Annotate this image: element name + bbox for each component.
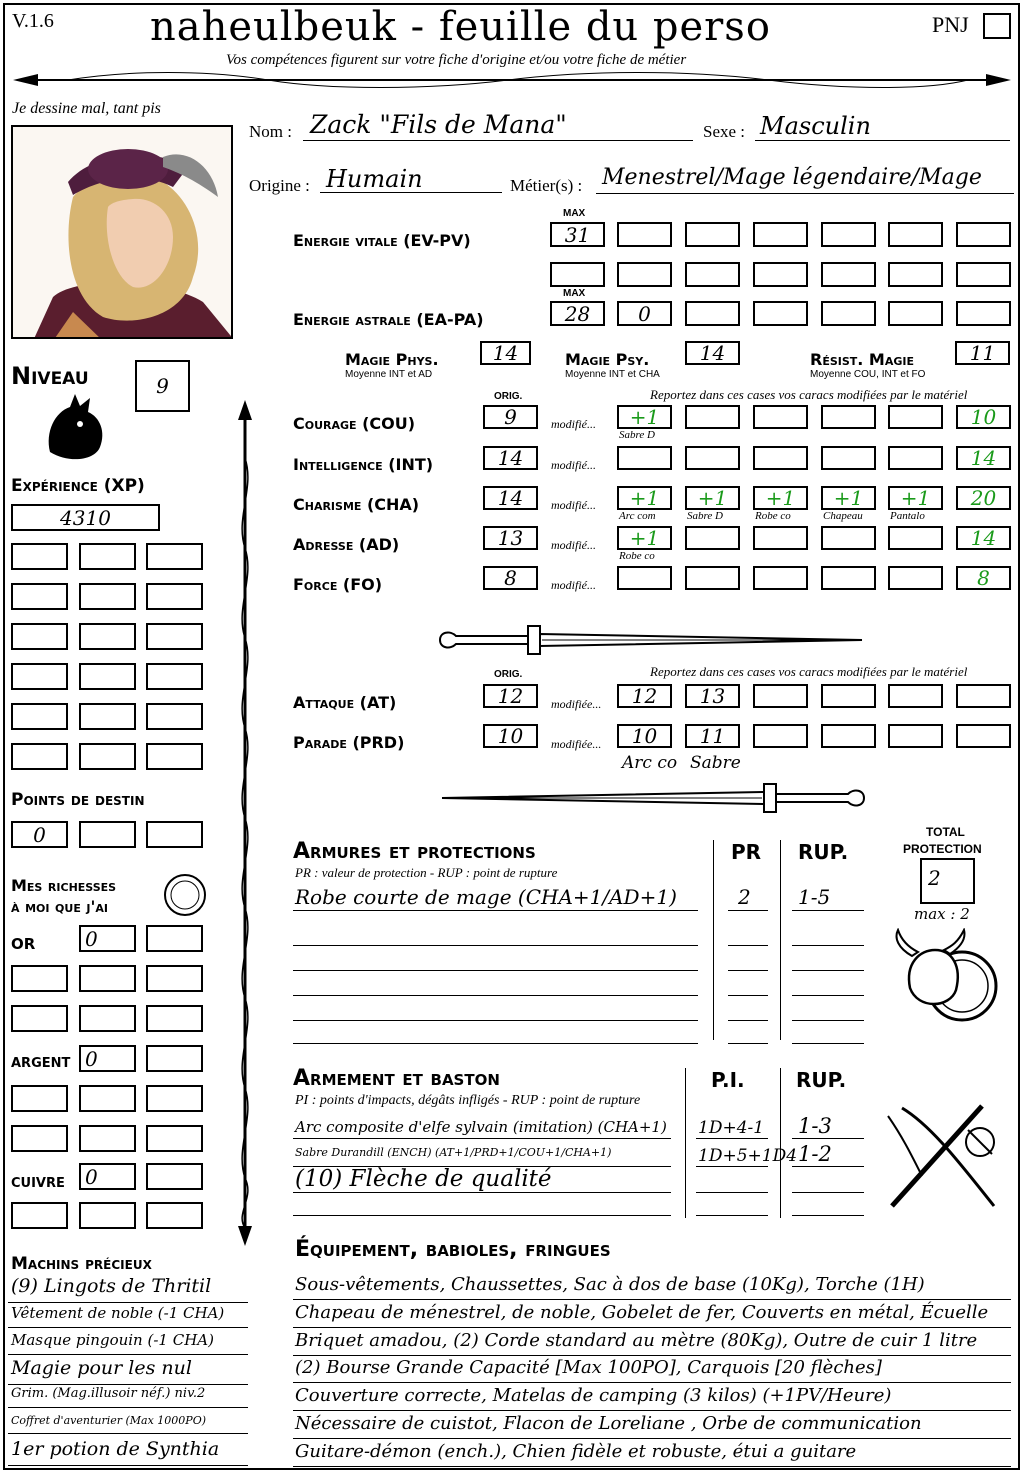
money-box[interactable]: 0	[79, 1045, 136, 1072]
crossed-weapons-icon	[882, 1096, 1006, 1216]
arme-pi[interactable]: 1D+4-1	[698, 1118, 765, 1138]
carac-final-box[interactable]: 14	[956, 526, 1011, 550]
xp-box[interactable]	[146, 623, 203, 650]
at-mod-box[interactable]: 12	[617, 684, 672, 708]
combat-col1-caption: Arc co	[622, 753, 678, 773]
ev-box[interactable]	[956, 262, 1011, 287]
money-box[interactable]: 0	[79, 1163, 136, 1190]
at-mod-box[interactable]	[821, 684, 876, 708]
ev-box[interactable]	[685, 262, 740, 287]
carac-mod-box[interactable]	[753, 405, 808, 429]
carac-mod-box[interactable]	[617, 566, 672, 590]
carac-modif-label: modifié...	[551, 417, 596, 431]
carac-mod-box[interactable]	[685, 405, 740, 429]
armement-subtitle: PI : points d'impacts, dégâts infligés - RUP : point de rupture	[295, 1093, 641, 1108]
xp-box[interactable]	[79, 543, 136, 570]
xp-box[interactable]	[11, 703, 68, 730]
xp-box[interactable]	[79, 583, 136, 610]
carac-modif-label: modifié...	[551, 538, 596, 552]
equipement-title: Équipement, babioles, fringues	[295, 1237, 611, 1262]
money-box[interactable]	[146, 1045, 203, 1072]
total-protection-max: max : 2	[914, 905, 970, 923]
carac-mod-box[interactable]	[685, 566, 740, 590]
richesses-label-1: Mes richesses	[11, 876, 117, 895]
equipement-item[interactable]: Chapeau de ménestrel, de noble, Gobelet de fer, Couverts en métal, Écuelle	[295, 1302, 989, 1323]
ea-max-label: MAX	[563, 288, 586, 299]
carac-modif-label: modifié...	[551, 578, 596, 592]
ev-box[interactable]	[685, 222, 740, 247]
carac-final-box[interactable]: 10	[956, 405, 1011, 429]
money-box[interactable]	[146, 1125, 203, 1152]
xp-box[interactable]	[79, 623, 136, 650]
prd-mod-box[interactable]: 10	[617, 724, 672, 748]
sheet-subtitle: Vos compétences figurent sur votre fiche d'origine et/ou votre fiche de métier	[226, 52, 687, 68]
xp-box[interactable]	[146, 703, 203, 730]
carac-label: Force (FO)	[293, 575, 383, 594]
xp-box[interactable]	[146, 743, 203, 770]
equipement-item[interactable]: Guitare-démon (ench.), Chien fidèle et robuste, étui a guitare	[295, 1441, 857, 1462]
money-box[interactable]	[146, 1085, 203, 1112]
arme-rup[interactable]: 1-3	[798, 1114, 832, 1138]
money-box[interactable]	[146, 1005, 203, 1032]
machin-item[interactable]: Vêtement de noble (-1 CHA)	[11, 1304, 225, 1322]
xp-box[interactable]	[11, 663, 68, 690]
ev-max-box[interactable]: 31	[550, 222, 605, 247]
arme-name[interactable]: Sabre Durandill (ENCH) (AT+1/PRD+1/COU+1/CHA+1)	[295, 1146, 612, 1159]
xp-box[interactable]	[11, 583, 68, 610]
carac-orig[interactable]: 9	[483, 405, 538, 429]
money-box[interactable]: 0	[79, 925, 136, 952]
argent-label: ARGENT	[11, 1056, 71, 1071]
carac-label: Intelligence (INT)	[293, 455, 434, 474]
pnj-label: PNJ	[932, 12, 969, 37]
carac-orig[interactable]: 14	[483, 446, 538, 470]
carac-mod-box[interactable]	[888, 526, 943, 550]
ea-box[interactable]	[685, 301, 740, 326]
destin-label: Points de destin	[11, 790, 145, 810]
version-label: V.1.6	[12, 10, 54, 32]
ev-box[interactable]	[956, 222, 1011, 247]
prd-modif-label: modifiée...	[551, 737, 602, 751]
arme-rup[interactable]: 1-2	[798, 1142, 832, 1166]
ea-box[interactable]	[753, 301, 808, 326]
carac-mod-box[interactable]: +1	[888, 486, 943, 510]
carac-mod-box[interactable]	[888, 566, 943, 590]
xp-box[interactable]	[79, 663, 136, 690]
money-box[interactable]	[146, 965, 203, 992]
carac-mod-box[interactable]	[821, 405, 876, 429]
carac-mod-box[interactable]	[821, 446, 876, 470]
ea-box[interactable]	[821, 301, 876, 326]
xp-box[interactable]	[11, 743, 68, 770]
magie-phys-value[interactable]: 14	[480, 341, 531, 365]
xp-box[interactable]	[11, 543, 68, 570]
prd-mod-box[interactable]	[821, 724, 876, 748]
niveau-label: Niveau	[11, 362, 89, 390]
coin-icon	[162, 872, 208, 918]
xp-box[interactable]	[146, 583, 203, 610]
money-box[interactable]	[79, 965, 136, 992]
ev-box[interactable]	[617, 222, 672, 247]
cuivre-label: CUIVRE	[11, 1176, 65, 1191]
arme-pi[interactable]: 1D+5+1D4	[698, 1146, 798, 1166]
carac-mod-box[interactable]	[821, 566, 876, 590]
experience-label: Expérience (XP)	[11, 476, 145, 496]
magie-psy-sub: Moyenne INT et CHA	[565, 369, 660, 380]
carac-final-box[interactable]: 8	[956, 566, 1011, 590]
carac-mod-box[interactable]: +1	[617, 486, 672, 510]
money-box[interactable]	[79, 1005, 136, 1032]
at-mod-box[interactable]: 13	[685, 684, 740, 708]
portrait-caption: Je dessine mal, tant pis	[12, 100, 161, 117]
carac-modif-label: modifié...	[551, 498, 596, 512]
caracs-orig-label: ORIG.	[494, 391, 523, 402]
money-box[interactable]	[146, 1202, 203, 1229]
armures-pr-header: PR	[731, 840, 762, 864]
carac-orig[interactable]: 8	[483, 566, 538, 590]
arme-name[interactable]: Arc composite d'elfe sylvain (imitation) (CHA+1)	[295, 1118, 667, 1136]
carac-mod-box[interactable]	[888, 405, 943, 429]
combat-orig-label: ORIG.	[494, 669, 523, 680]
ev-box[interactable]	[753, 262, 808, 287]
armement-pi-header: P.I.	[711, 1068, 745, 1092]
machin-item[interactable]: Coffret d'aventurier (Max 1000PO)	[11, 1414, 207, 1427]
money-box[interactable]	[146, 925, 203, 952]
carac-mod-box[interactable]	[617, 446, 672, 470]
money-box[interactable]	[11, 1005, 68, 1032]
carac-mod-source: Pantalo	[890, 510, 925, 522]
xp-box[interactable]	[11, 623, 68, 650]
xp-box[interactable]	[79, 743, 136, 770]
helmet-shield-icon	[890, 928, 1000, 1036]
sexe-value[interactable]: Masculin	[760, 112, 871, 140]
money-box[interactable]	[11, 1125, 68, 1152]
nom-value[interactable]: Zack "Fils de Mana"	[310, 110, 567, 139]
xp-box[interactable]	[146, 543, 203, 570]
money-box[interactable]	[146, 1163, 203, 1190]
richesses-label-2: à moi que j'ai	[11, 897, 109, 916]
sexe-label: Sexe :	[703, 122, 746, 141]
carac-final-box[interactable]: 14	[956, 446, 1011, 470]
combat-col2-caption: Sabre	[690, 753, 741, 773]
carac-mod-box[interactable]: +1	[617, 526, 672, 550]
pnj-checkbox[interactable]	[983, 13, 1011, 39]
total-protection-value[interactable]: 2	[920, 858, 975, 904]
ev-label: Energie vitale (EV-PV)	[293, 231, 471, 250]
ea-max-box[interactable]: 28	[550, 301, 605, 326]
sword-divider-icon-2	[432, 780, 872, 816]
money-box[interactable]	[11, 1202, 68, 1229]
carac-mod-source: Sabre D	[687, 510, 723, 522]
at-label: Attaque (AT)	[293, 693, 397, 712]
character-portrait	[13, 127, 233, 339]
carac-mod-source: Robe co	[755, 510, 791, 522]
armement-rup-header: RUP.	[796, 1068, 847, 1092]
equipement-item[interactable]: Couverture correcte, Matelas de camping (3 kilos) (+1PV/Heure)	[295, 1385, 892, 1406]
prd-mod-box[interactable]	[888, 724, 943, 748]
ev-max-label: MAX	[563, 208, 586, 219]
ev-box[interactable]	[753, 222, 808, 247]
nom-label: Nom :	[249, 122, 292, 141]
carac-label: Adresse (AD)	[293, 535, 400, 554]
ea-label: Energie astrale (EA-PA)	[293, 310, 484, 329]
total-protection-label-1: TOTAL	[926, 825, 965, 839]
niveau-value[interactable]: 9	[135, 360, 190, 412]
prd-mod-box[interactable]	[956, 724, 1011, 748]
carac-orig[interactable]: 13	[483, 526, 538, 550]
ev-box[interactable]	[550, 262, 605, 287]
carac-modif-label: modifié...	[551, 458, 596, 472]
ev-box[interactable]	[888, 262, 943, 287]
carac-mod-box[interactable]	[753, 526, 808, 550]
machins-label: Machins précieux	[11, 1254, 152, 1274]
carac-label: Charisme (CHA)	[293, 495, 420, 514]
header-arrow-divider	[8, 66, 1016, 96]
staff-decoration-icon	[230, 398, 260, 1248]
destin-box-2[interactable]	[79, 821, 136, 848]
prd-label: Parade (PRD)	[293, 733, 405, 752]
money-box[interactable]	[79, 1085, 136, 1112]
carac-mod-box[interactable]	[685, 446, 740, 470]
caracs-note: Reportez dans ces cases vos caracs modifiées par le matériel	[650, 387, 968, 402]
armure-rup[interactable]: 1-5	[798, 885, 831, 909]
sheet-title: naheulbeuk - feuille du perso	[150, 4, 771, 50]
or-label: OR	[11, 935, 36, 953]
magie-psy-label: Magie Psy.	[565, 350, 650, 369]
ev-box[interactable]	[617, 262, 672, 287]
resist-magie-value[interactable]: 11	[955, 341, 1010, 365]
combat-note: Reportez dans ces cases vos caracs modifiées par le matériel	[650, 664, 968, 679]
carac-orig[interactable]: 14	[483, 486, 538, 510]
carac-label: Courage (COU)	[293, 414, 416, 433]
armures-rup-header: RUP.	[798, 840, 849, 864]
equipement-item[interactable]: Nécessaire de cuistot, Flacon de Loreliane , Orbe de communication	[295, 1413, 922, 1434]
at-mod-box[interactable]	[753, 684, 808, 708]
ea-box[interactable]	[888, 301, 943, 326]
ea-box[interactable]	[956, 301, 1011, 326]
ev-box[interactable]	[888, 222, 943, 247]
carac-mod-box[interactable]: +1	[617, 405, 672, 429]
magie-psy-value[interactable]: 14	[685, 341, 740, 365]
carac-mod-box[interactable]	[821, 526, 876, 550]
armure-name[interactable]: Robe courte de mage (CHA+1/AD+1)	[295, 885, 677, 909]
xp-box[interactable]	[146, 663, 203, 690]
carac-mod-box[interactable]	[888, 446, 943, 470]
equipement-item[interactable]: (2) Bourse Grande Capacité [Max 100PO], Carquois [20 flèches]	[295, 1357, 882, 1378]
origine-label: Origine :	[249, 176, 310, 195]
armures-title: Armures et protections	[293, 839, 536, 864]
machin-item[interactable]: Magie pour les nul	[11, 1357, 192, 1379]
ev-box[interactable]	[821, 262, 876, 287]
total-protection-label-2: PROTECTION	[903, 842, 982, 856]
carac-mod-source: Robe co	[619, 550, 655, 562]
portrait-frame	[11, 125, 233, 339]
machin-item[interactable]: Masque pingouin (-1 CHA)	[11, 1331, 214, 1349]
machin-item[interactable]: Grim. (Mag.illusoir néf.) niv.2	[11, 1386, 206, 1401]
magie-phys-sub: Moyenne INT et AD	[345, 369, 433, 380]
dragon-icon	[40, 392, 108, 464]
carac-mod-box[interactable]: +1	[685, 486, 740, 510]
carac-final-box[interactable]: 20	[956, 486, 1011, 510]
armures-subtitle: PR : valeur de protection - RUP : point de rupture	[295, 865, 558, 880]
armure-pr[interactable]: 2	[738, 885, 751, 909]
machin-item[interactable]: (9) Lingots de Thritil	[11, 1275, 212, 1297]
sword-divider-icon	[432, 622, 872, 658]
carac-mod-box[interactable]	[753, 446, 808, 470]
armement-title: Armement et baston	[293, 1066, 500, 1091]
arme-name[interactable]: (10) Flèche de qualité	[295, 1166, 552, 1192]
destin-box-3[interactable]	[146, 821, 203, 848]
metier-value[interactable]: Menestrel/Mage légendaire/Mage	[602, 165, 982, 190]
at-mod-box[interactable]	[956, 684, 1011, 708]
machin-item[interactable]: 1er potion de Synthia	[11, 1438, 220, 1460]
prd-mod-box[interactable]: 11	[685, 724, 740, 748]
origine-value[interactable]: Humain	[326, 165, 423, 193]
ea-box[interactable]: 0	[617, 301, 672, 326]
equipement-item[interactable]: Sous-vêtements, Chaussettes, Sac à dos de base (10Kg), Torche (1H)	[295, 1274, 925, 1295]
money-box[interactable]	[11, 1085, 68, 1112]
experience-value[interactable]: 4310	[11, 504, 160, 531]
carac-mod-box[interactable]	[685, 526, 740, 550]
resist-magie-sub: Moyenne COU, INT et FO	[810, 369, 926, 380]
resist-magie-label: Résist. Magie	[810, 350, 914, 369]
carac-mod-box[interactable]	[753, 566, 808, 590]
carac-mod-box[interactable]: +1	[821, 486, 876, 510]
money-box[interactable]	[79, 1202, 136, 1229]
money-box[interactable]	[11, 965, 68, 992]
carac-mod-source: Sabre D	[619, 429, 655, 441]
money-box[interactable]	[79, 1125, 136, 1152]
prd-mod-box[interactable]	[753, 724, 808, 748]
carac-mod-box[interactable]: +1	[753, 486, 808, 510]
at-orig[interactable]: 12	[483, 684, 538, 708]
equipement-item[interactable]: Briquet amadou, (2) Corde standard au mètre (80Kg), Outre de cuir 1 litre	[295, 1330, 978, 1351]
metier-label: Métier(s) :	[510, 176, 583, 195]
xp-box[interactable]	[79, 703, 136, 730]
at-modif-label: modifiée...	[551, 697, 602, 711]
carac-mod-source: Arc com	[619, 510, 656, 522]
at-mod-box[interactable]	[888, 684, 943, 708]
ev-box[interactable]	[821, 222, 876, 247]
carac-mod-source: Chapeau	[823, 510, 863, 522]
destin-box-1[interactable]: 0	[11, 821, 68, 848]
prd-orig[interactable]: 10	[483, 724, 538, 748]
magie-phys-label: Magie Phys.	[345, 350, 439, 369]
